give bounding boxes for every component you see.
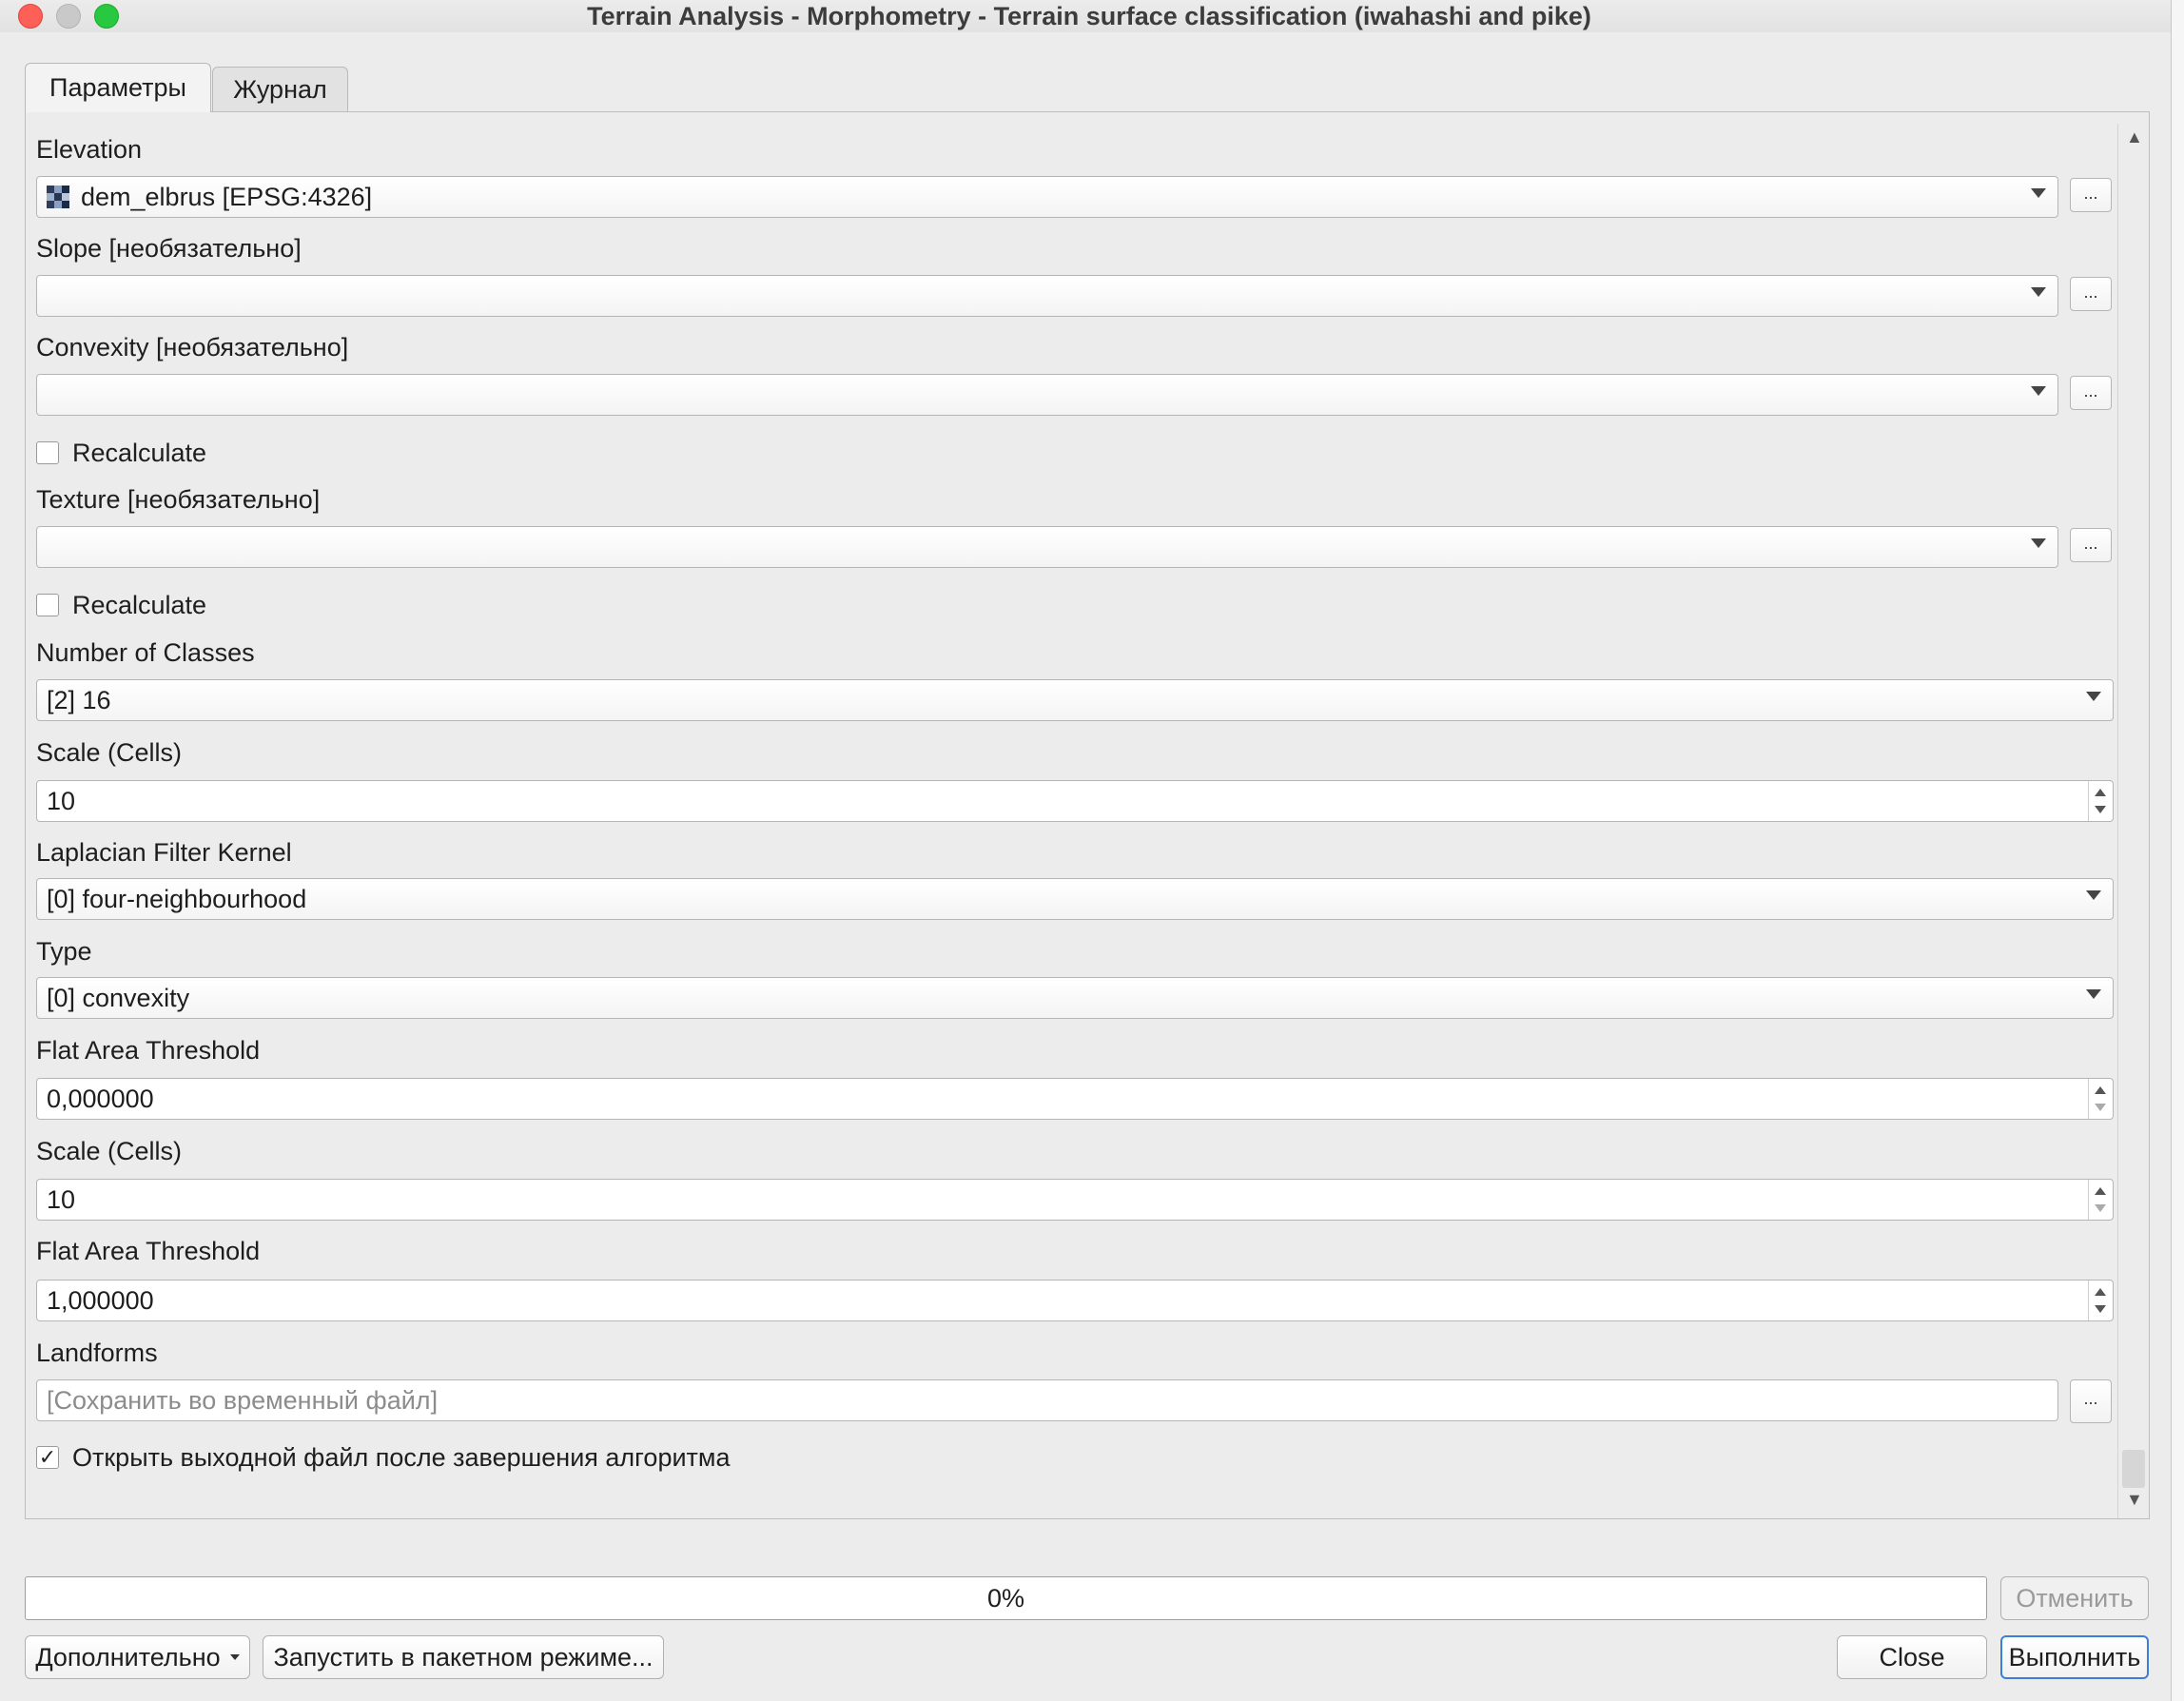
window-title: Terrain Analysis - Morphometry - Terrain surface classification (iwahashi and pike): [587, 1, 1591, 30]
open-output-checkbox[interactable]: ✓: [36, 1446, 59, 1469]
flat-area-threshold-2-spinbox[interactable]: [36, 1280, 2114, 1321]
chevron-down-icon: [2086, 692, 2101, 701]
number-of-classes-combo[interactable]: [36, 679, 2114, 721]
slope-combo[interactable]: [36, 275, 2058, 317]
laplacian-filter-kernel-value: [0] four-neighbourhood: [47, 884, 307, 913]
texture-combo[interactable]: [36, 526, 2058, 568]
recalculate-convexity-checkbox[interactable]: [36, 441, 59, 464]
scale-cells-stepper[interactable]: [2088, 781, 2113, 821]
scale-cells-2-stepper[interactable]: [2088, 1180, 2113, 1220]
scale-cells-2-value: 10: [47, 1184, 76, 1214]
panel-scrollbar[interactable]: [2117, 124, 2149, 1518]
advanced-button[interactable]: [25, 1635, 250, 1679]
slope-browse-button[interactable]: ...: [2070, 277, 2112, 311]
landforms-output-field[interactable]: [36, 1379, 2058, 1421]
chevron-down-icon: [2086, 989, 2101, 999]
recalculate-texture-label: Recalculate: [72, 591, 207, 619]
chevron-down-icon: [2086, 890, 2101, 900]
flat-area-threshold-value: 0,000000: [47, 1084, 154, 1113]
chevron-down-icon: [2031, 287, 2046, 297]
landforms-placeholder: [Сохранить во временный файл]: [47, 1385, 439, 1415]
scale-cells-label: Scale (Cells): [36, 738, 183, 767]
flat-area-threshold-spinbox[interactable]: [36, 1078, 2114, 1120]
scale-cells-value: 10: [47, 786, 76, 815]
type-label: Type: [36, 937, 92, 966]
window-minimize-button[interactable]: [56, 4, 81, 29]
scrollbar-thumb[interactable]: [2122, 1450, 2145, 1488]
flat-area-threshold-2-stepper[interactable]: [2088, 1281, 2113, 1320]
tab-parameters[interactable]: Параметры: [25, 63, 211, 112]
elevation-value: dem_elbrus [EPSG:4326]: [81, 182, 373, 211]
elevation-combo[interactable]: [36, 176, 2058, 218]
chevron-down-icon: [2031, 538, 2046, 548]
scale-cells-2-label: Scale (Cells): [36, 1137, 183, 1165]
run-button[interactable]: Выполнить: [2000, 1635, 2149, 1679]
raster-layer-icon: [47, 186, 69, 208]
elevation-label: Elevation: [36, 135, 143, 164]
chevron-down-icon: [2031, 188, 2046, 198]
slope-label: Slope [необязательно]: [36, 234, 302, 263]
progress-text: 0%: [986, 1583, 1025, 1613]
laplacian-filter-kernel-combo[interactable]: [36, 878, 2114, 920]
number-of-classes-label: Number of Classes: [36, 638, 255, 667]
laplacian-filter-kernel-label: Laplacian Filter Kernel: [36, 838, 292, 867]
texture-label: Texture [необязательно]: [36, 485, 321, 514]
landforms-browse-button[interactable]: ...: [2070, 1379, 2112, 1423]
scroll-up-arrow-icon[interactable]: ▲: [2126, 127, 2143, 147]
window-zoom-button[interactable]: [94, 4, 119, 29]
progress-bar: [25, 1576, 1987, 1620]
texture-browse-button[interactable]: ...: [2070, 528, 2112, 562]
chevron-down-icon: [230, 1654, 240, 1660]
type-value: [0] convexity: [47, 983, 190, 1012]
type-combo[interactable]: [36, 977, 2114, 1019]
flat-area-threshold-stepper[interactable]: [2088, 1079, 2113, 1119]
convexity-combo[interactable]: [36, 374, 2058, 416]
number-of-classes-value: [2] 16: [47, 685, 111, 714]
cancel-button[interactable]: Отменить: [2000, 1576, 2149, 1620]
flat-area-threshold-label: Flat Area Threshold: [36, 1036, 261, 1065]
landforms-label: Landforms: [36, 1339, 158, 1367]
scale-cells-2-spinbox[interactable]: [36, 1179, 2114, 1221]
tab-log[interactable]: Журнал: [212, 67, 348, 112]
recalculate-convexity-label: Recalculate: [72, 439, 207, 467]
flat-area-threshold-2-label: Flat Area Threshold: [36, 1237, 261, 1265]
run-batch-button[interactable]: Запустить в пакетном режиме...: [263, 1635, 664, 1679]
window-close-button[interactable]: [18, 4, 43, 29]
close-button[interactable]: Close: [1837, 1635, 1987, 1679]
convexity-browse-button[interactable]: ...: [2070, 376, 2112, 410]
background-window-edge: [2171, 0, 2184, 1701]
scroll-down-arrow-icon[interactable]: ▼: [2126, 1490, 2143, 1509]
open-output-label: Открыть выходной файл после завершения алгоритма: [72, 1443, 731, 1472]
title-bar: [0, 0, 2178, 32]
scale-cells-spinbox[interactable]: [36, 780, 2114, 822]
chevron-down-icon: [2031, 386, 2046, 396]
recalculate-texture-checkbox[interactable]: [36, 594, 59, 616]
convexity-label: Convexity [необязательно]: [36, 333, 349, 362]
flat-area-threshold-2-value: 1,000000: [47, 1285, 154, 1315]
elevation-browse-button[interactable]: ...: [2070, 178, 2112, 212]
advanced-label: Дополнительно: [35, 1642, 221, 1672]
